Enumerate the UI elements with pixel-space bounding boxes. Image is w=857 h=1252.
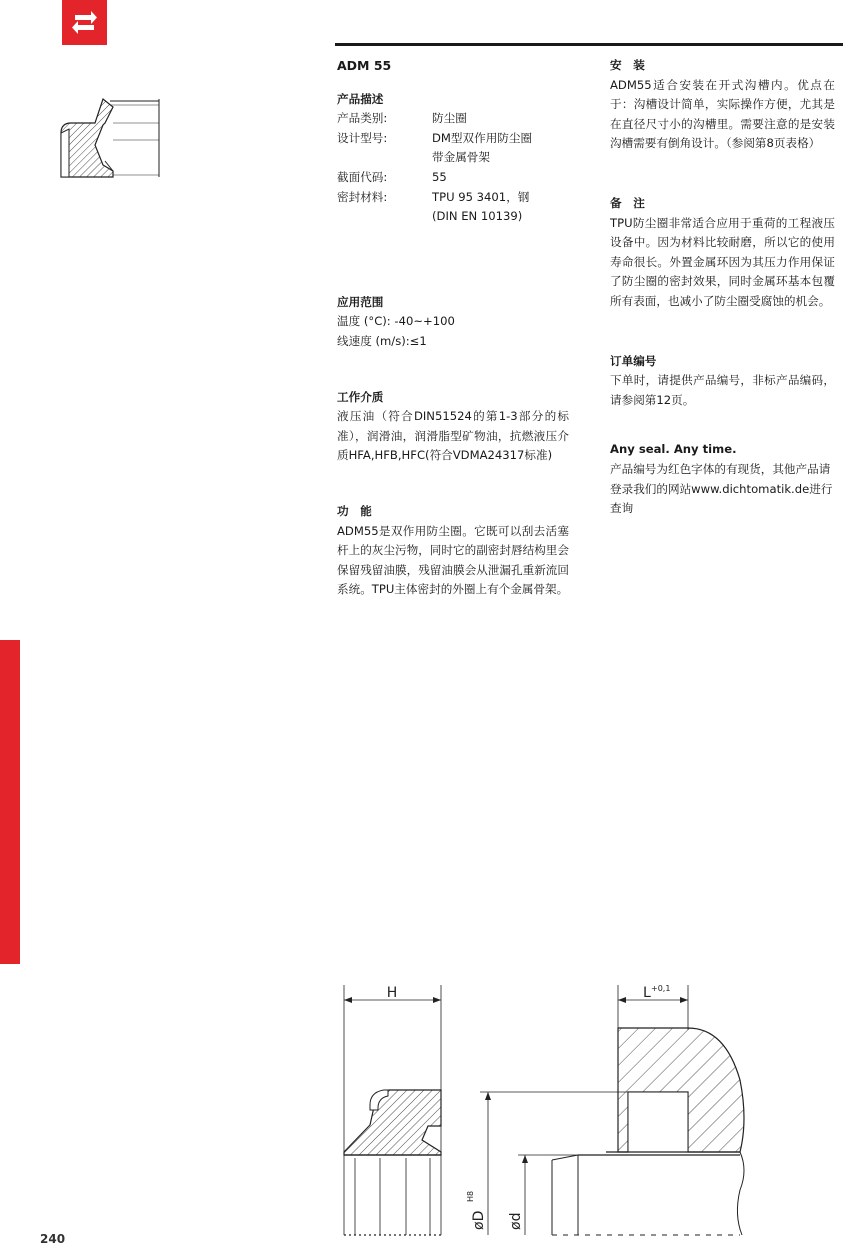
speed-range: 线速度 (m/s):≤1 [337,333,427,348]
function-heading: 功 能 [337,503,372,518]
bore-diameter-label: øD [471,1210,487,1230]
rod-section [552,1152,744,1235]
application-heading: 应用范围 [337,294,384,309]
bore-tolerance: H8 [466,1190,475,1202]
seal-cross-section [344,1090,441,1235]
installation-section [610,56,835,154]
order-text: 下单时，请提供产品编号，非标产品编码，请参阅第12页。 [610,373,835,407]
description-value: 带金属骨架 [432,150,490,165]
description-key: 截面代码: [337,169,388,184]
l-tolerance: +0,1 [651,984,671,993]
description-value: TPU 95 3401，钢 [432,189,530,204]
description-row [337,168,569,188]
page-number: 240 [40,1232,66,1246]
temperature-range: 温度 (°C): -40~+100 [337,314,455,329]
remarks-heading: 备 注 [610,195,645,210]
order-section [610,352,835,411]
any-seal-text: 产品编号为红色字体的有现货，其他产品请登录我们的网站www.dichtomatik.de进行查询 [610,461,833,516]
section-marker-bar [0,640,20,964]
description-key [337,207,432,227]
housing-section [606,1028,744,1152]
description-key [337,148,432,168]
l-label: L [643,985,651,1001]
rod-diameter-label: ød [508,1212,524,1230]
media-section [337,388,569,466]
description-heading: 产品描述 [337,91,384,106]
description-row [337,148,569,168]
media-text: 液压油（符合DIN51524的第1-3部分的标准），润滑油，润滑脂型矿物油，抗燃液压介质HFA,HFB,HFC(符合VDMA24317标准) [337,409,569,463]
description-section [337,90,569,227]
description-key: 密封材料: [337,189,388,204]
brand-logo [62,0,107,45]
description-row [337,207,569,227]
description-row [337,129,569,149]
remarks-text: TPU防尘圈非常适合应用于重荷的工程液压设备中。因为材料比较耐磨，所以它的使用寿命很长。外置金属环因为其压力作用保证了防尘圈的密封效果，同时金属环基本包覆所有表面，也减小了防尘圈受腐蚀的机会。 [610,215,835,308]
remarks-section [610,194,835,312]
left-text-column [337,56,569,628]
description-key: 设计型号: [337,130,388,145]
h-label: H [386,985,398,1001]
header-rule [335,43,843,46]
any-seal-section [610,440,835,518]
function-section [337,502,569,600]
description-key: 产品类别: [337,111,388,126]
seal-thumbnail-diagram [55,95,165,185]
installation-heading: 安 装 [610,58,645,72]
diameter-dimensions [480,1092,628,1235]
application-section [337,293,569,352]
description-value: 55 [432,169,447,184]
double-arrow-logo-icon [62,0,107,45]
product-code: ADM 55 [337,58,392,73]
media-heading: 工作介质 [337,389,384,404]
installation-text: ADM55适合安装在开式沟槽内。优点在于：沟槽设计简单，实际操作方便，尤其是在直径尺寸小的沟槽里。需要注意的是安装沟槽需要有倒角设计。（参阅第8页表格） [610,77,835,151]
installation-drawing [330,980,770,1242]
description-value: 防尘圈 [432,111,467,126]
any-seal-tagline: Any seal. Any time. [610,442,737,457]
description-row [337,109,569,129]
right-text-column [610,56,835,547]
description-value: DM型双作用防尘圈 [432,130,533,145]
order-heading: 订单编号 [610,353,657,368]
description-value: (DIN EN 10139) [432,209,523,224]
description-row [337,188,569,208]
function-text: ADM55是双作用防尘圈。它既可以刮去活塞杆上的灰尘污物，同时它的副密封唇结构里会保留残留油膜，残留油膜会从泄漏孔重新流回系统。TPU主体密封的外圈上有个金属骨架。 [337,523,569,597]
